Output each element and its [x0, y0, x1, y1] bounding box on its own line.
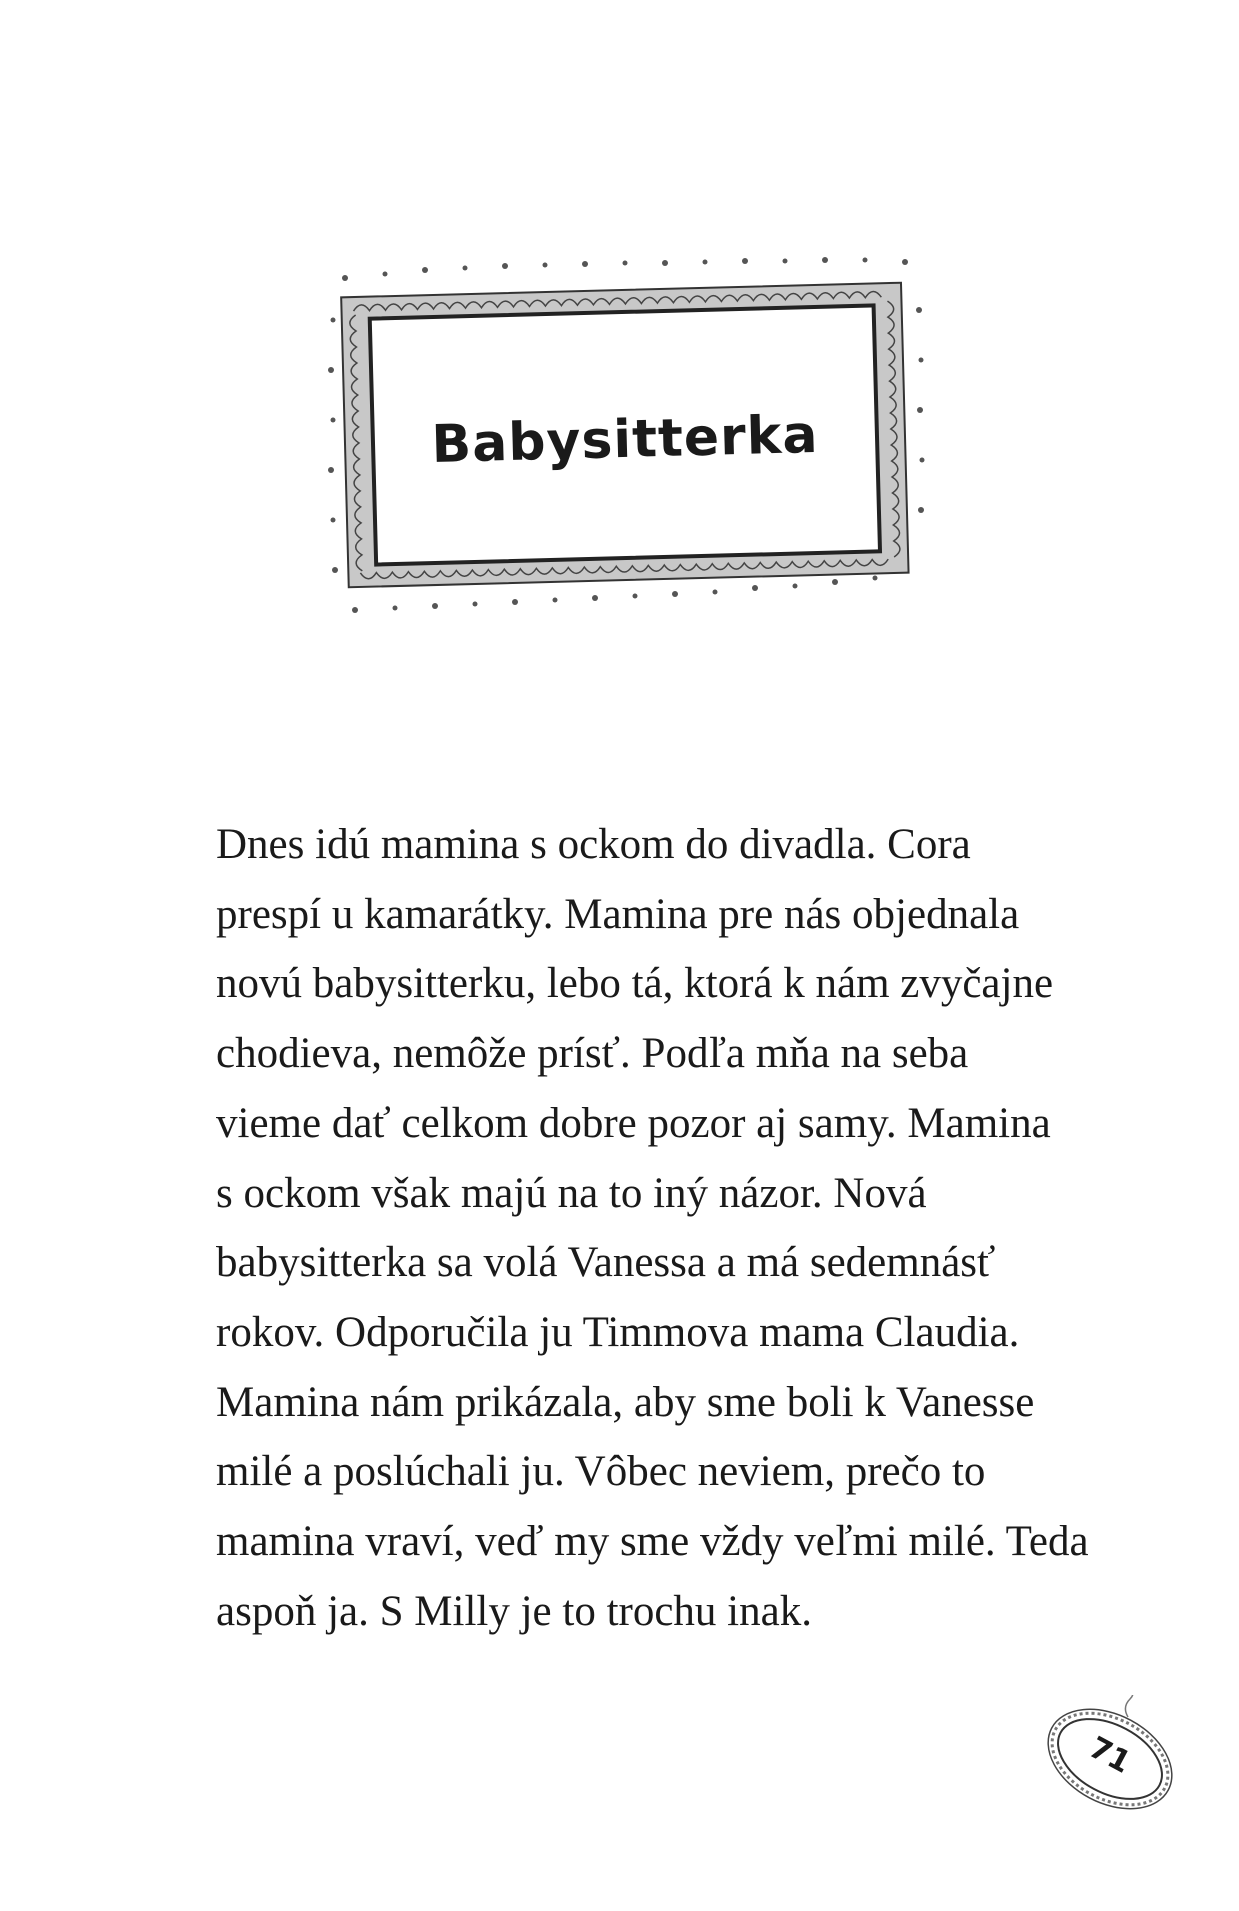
text-line: rokov. Odporučila ju Timmova mama Claudia.: [216, 1308, 1020, 1356]
chapter-title: Babysitterka: [430, 404, 820, 476]
chapter-title-frame: [325, 260, 925, 620]
text-line: mamina vraví, veď my sme vždy veľmi milé. Teda: [216, 1518, 1089, 1566]
page-number-badge: [1040, 1695, 1180, 1815]
text-line: prespí u kamarátky. Mamina pre nás objednala: [216, 890, 1020, 938]
text-line: aspoň ja. S Milly je to trochu inak.: [216, 1587, 812, 1635]
page-number: 71: [1083, 1729, 1137, 1781]
text-line: babysitterka sa volá Vanessa a má sedemnásť: [216, 1239, 996, 1287]
text-line: novú babysitterku, lebo tá, ktorá k nám zvyčajne: [216, 960, 1054, 1008]
body-paragraph: [216, 810, 1089, 1646]
text-line: Dnes idú mamina s ockom do divadla. Cora: [216, 821, 971, 868]
text-line: s ockom však majú na to iný názor. Nová: [216, 1169, 927, 1217]
text-line: vieme dať celkom dobre pozor aj samy. Mamina: [216, 1099, 1051, 1147]
text-line: Mamina nám prikázala, aby sme boli k Vanesse: [216, 1378, 1035, 1426]
text-line: chodieva, nemôže prísť. Podľa mňa na seba: [216, 1030, 969, 1078]
text-line: milé a poslúchali ju. Vôbec neviem, prečo to: [216, 1448, 986, 1496]
